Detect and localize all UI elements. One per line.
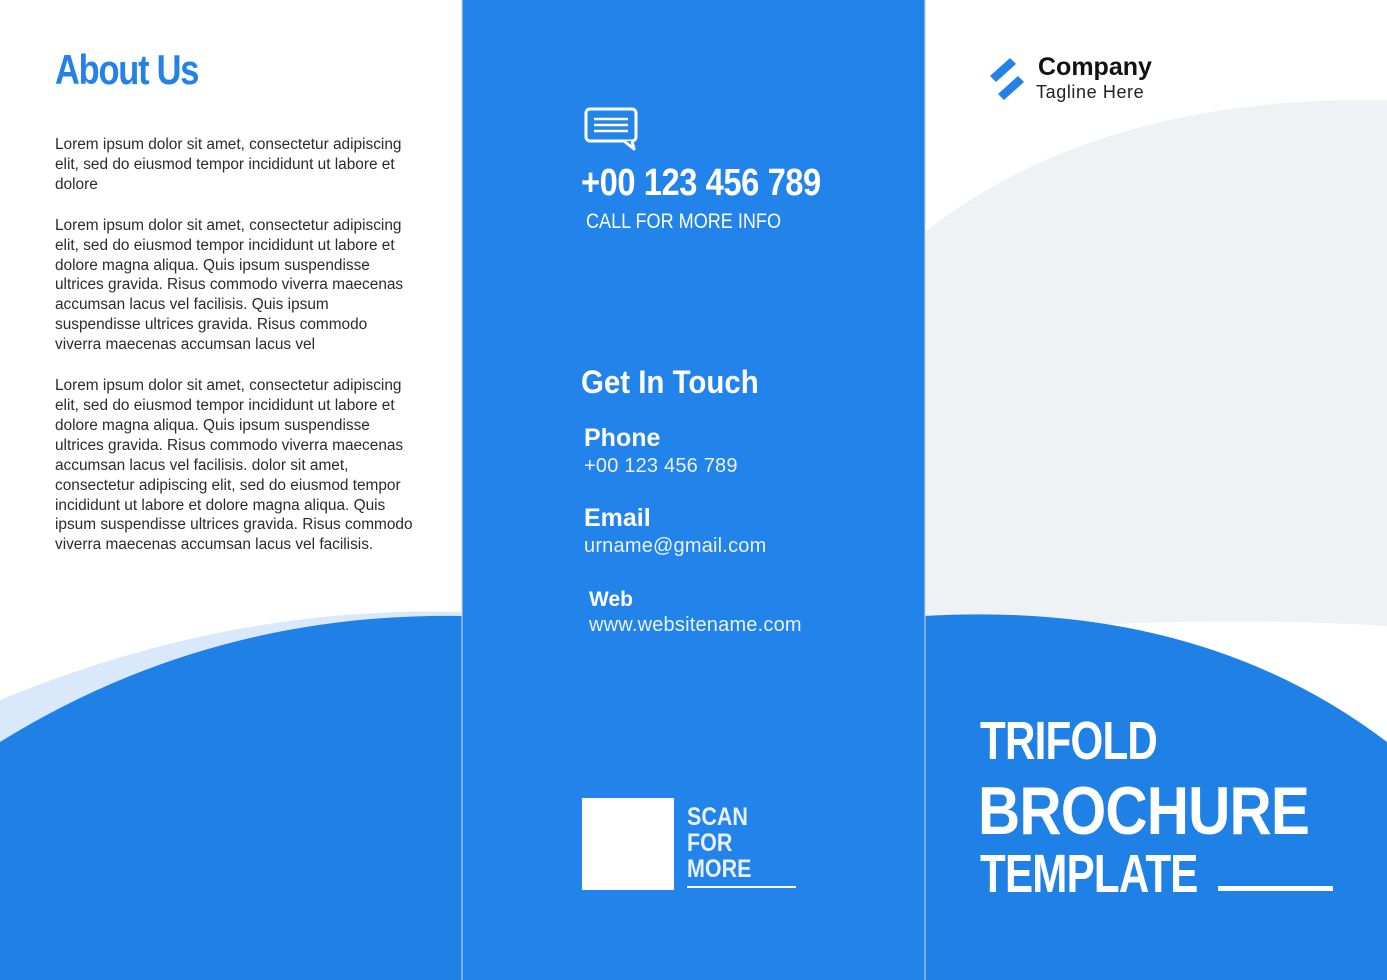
qr-code-placeholder <box>582 798 674 890</box>
scan-for-more-text <box>687 804 752 882</box>
email-value: urname@gmail.com <box>584 535 767 557</box>
phone-value: +00 123 456 789 <box>584 455 738 477</box>
call-info-caption: CALL FOR MORE INFO <box>586 210 782 233</box>
web-label: Web <box>589 588 633 611</box>
scan-line-3: MORE <box>687 855 752 883</box>
title-brochure: BROCHURE <box>978 773 1310 849</box>
scan-line-2: FOR <box>687 829 733 857</box>
scan-line-1: SCAN <box>687 803 748 831</box>
about-paragraph-2: Lorem ipsum dolor sit amet, consectetur adipiscing elit, sed do eiusmod tempor incididunt ut labore et dolore magna aliqua. Quis ipsum suspendisse ultrices gravida. Risus commodo viverra maecenas accumsan lacus vel facilisis. Quis ipsum suspendisse ultrices gravida. Risus commodo viverra maecenas accumsan lacus vel <box>55 216 404 354</box>
about-us-title: About Us <box>55 46 199 93</box>
main-phone-number: +00 123 456 789 <box>581 162 821 204</box>
about-us-body <box>55 135 415 576</box>
title-template: TEMPLATE <box>980 844 1198 904</box>
stripes-logo-icon <box>988 56 1024 102</box>
phone-label: Phone <box>584 424 661 452</box>
title-underline <box>1218 886 1333 891</box>
company-tagline: Tagline Here <box>1036 82 1145 102</box>
email-label: Email <box>584 504 651 532</box>
about-paragraph-3: Lorem ipsum dolor sit amet, consectetur adipiscing elit, sed do eiusmod tempor incididunt ut labore et dolore magna aliqua. Quis ipsum suspendisse ultrices gravida. Risus commodo viverra maecenas accumsan lacus vel facilisis. dolor sit amet, consectetur adipiscing elit, sed do eiusmod tempor incididunt ut labore et dolore magna aliqua. Quis ipsum suspendisse ultrices gravida. Risus commodo viverra maecenas accumsan lacus vel facilisis. <box>55 377 413 554</box>
web-value: www.websitename.com <box>589 614 802 636</box>
left-blue-wave <box>0 616 462 980</box>
title-trifold: TRIFOLD <box>980 711 1158 771</box>
scan-underline <box>687 886 796 888</box>
get-in-touch-title: Get In Touch <box>581 364 759 400</box>
company-name: Company <box>1038 53 1152 81</box>
about-paragraph-1: Lorem ipsum dolor sit amet, consectetur adipiscing elit, sed do eiusmod tempor incididunt ut labore et dolore <box>55 136 402 193</box>
chat-bubble-icon <box>584 107 640 151</box>
